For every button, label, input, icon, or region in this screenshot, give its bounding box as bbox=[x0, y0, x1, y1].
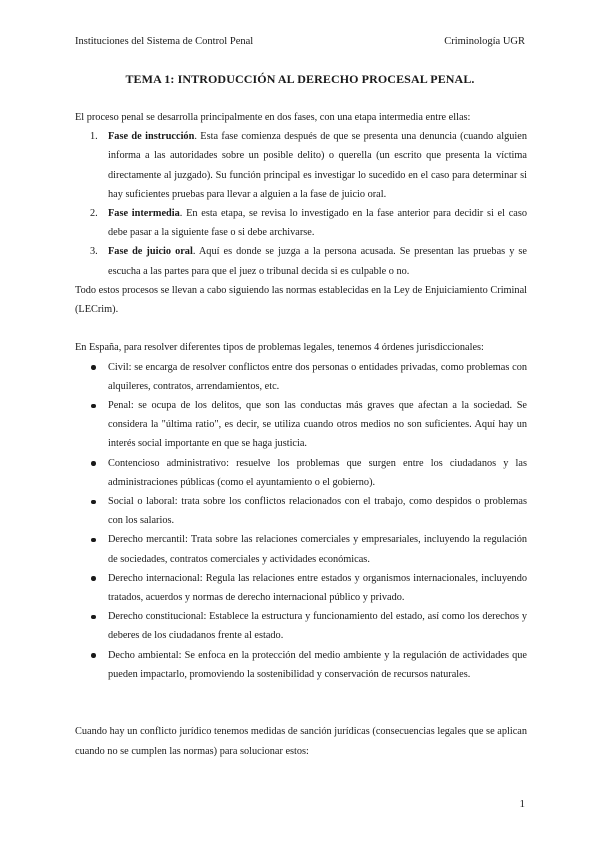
bullet-icon bbox=[91, 500, 96, 505]
jurisdiction-text: Derecho mercantil: Trata sobre las relaciones comerciales y empresariales, incluyendo la regulación de sociedades, contratos comerciales y actividades económicas. bbox=[108, 534, 527, 565]
jurisdiction-item bbox=[75, 569, 527, 607]
header-institution: Criminología UGR bbox=[444, 36, 525, 47]
phase-description: . En esta etapa, se revisa lo investigado en la fase anterior para decidir si el caso debe pasar a la siguiente fase o si debe archivarse. bbox=[108, 208, 527, 239]
bullet-icon bbox=[91, 538, 96, 543]
jurisdiction-list bbox=[75, 358, 527, 684]
jurisdiction-item bbox=[75, 530, 527, 568]
jurisdiction-text: Derecho constitucional: Establece la estructura y funcionamiento del estado, así como los derechos y deberes de los ciudadanos frente al estado. bbox=[108, 611, 527, 642]
jurisdiction-item bbox=[75, 646, 527, 684]
document-title: TEMA 1: INTRODUCCIÓN AL DERECHO PROCESAL PENAL. bbox=[125, 72, 475, 86]
phase-item bbox=[75, 242, 527, 280]
phase-term: Fase intermedia bbox=[108, 208, 180, 220]
jurisdiction-text: Civil: se encarga de resolver conflictos entre dos personas o entidades privadas, como problemas con alquileres, contratos, arrendamientos, etc. bbox=[108, 361, 527, 392]
jurisdiction-item bbox=[75, 607, 527, 645]
document-body bbox=[75, 108, 527, 761]
jurisdiction-item bbox=[75, 396, 527, 454]
phase-description: . Esta fase comienza después de que se presenta una denuncia (cuando alguien informa a las autoridades sobre un posible delito) o querella (un escrito que presenta la víctima directamente al juzgado). Su función principal es investigar lo sucedido en el caso para determinar si hay suficientes pruebas para llevar a alguien a la fase de juicio oral. bbox=[108, 131, 527, 200]
phase-term: Fase de instrucción bbox=[108, 131, 195, 143]
phase-number: 2. bbox=[90, 208, 98, 220]
phase-number: 3. bbox=[90, 246, 98, 258]
phase-number: 1. bbox=[90, 131, 98, 143]
lecrim-paragraph: Todo estos procesos se llevan a cabo siguiendo las normas establecidas en la Ley de Enjuiciamiento Criminal (LECrim). bbox=[75, 284, 527, 316]
bullet-icon bbox=[91, 461, 96, 466]
bullet-icon bbox=[91, 615, 96, 620]
jurisdiction-text: Penal: se ocupa de los delitos, que son las conductas más graves que afectan a la sociedad. Se considera la "última ratio", es decir, se utiliza cuando otros medios no son suficientes. Aquí hay un interés social importante en que se haga justicia. bbox=[108, 400, 527, 450]
jurisdiction-text: Derecho internacional: Regula las relaciones entre estados y organismos internacionales, incluyendo tratados, acuerdos y normas de derecho internacional público y privado. bbox=[108, 572, 527, 604]
phase-item bbox=[75, 127, 527, 204]
phase-description: . Aquí es donde se juzga a la persona acusada. Se presentan las pruebas y se escucha a las partes para que el juez o tribunal decida si es culpable o no. bbox=[108, 246, 528, 277]
jurisdiction-item bbox=[75, 492, 527, 530]
jurisdiction-text: Contencioso administrativo: resuelve los problemas que surgen entre los ciudadanos y las administraciones públicas (como el ayuntamiento o el gobierno). bbox=[108, 457, 527, 488]
conflict-paragraph: Cuando hay un conflicto jurídico tenemos medidas de sanción jurídicas (consecuencias legales que se aplican cuando no se cumplen las normas) para solucionar estos: bbox=[75, 726, 527, 757]
page-header bbox=[75, 36, 525, 47]
page-number: 1 bbox=[519, 798, 525, 810]
spacer bbox=[75, 684, 527, 722]
phase-term: Fase de juicio oral bbox=[108, 246, 193, 258]
bullet-icon bbox=[91, 365, 96, 370]
jurisdiction-item bbox=[75, 454, 527, 492]
orders-intro-paragraph: En España, para resolver diferentes tipos de problemas legales, tenemos 4 órdenes jurisdiccionales: bbox=[75, 342, 484, 354]
intro-paragraph: El proceso penal se desarrolla principalmente en dos fases, con una etapa intermedia entre ellas: bbox=[75, 112, 471, 123]
bullet-icon bbox=[91, 576, 96, 581]
jurisdiction-text: Decho ambiental: Se enfoca en la protección del medio ambiente y la regulación de actividades que pueden impactarlo, promoviendo la sostenibilidad y conservación de recursos naturales. bbox=[108, 649, 527, 680]
phase-item bbox=[75, 204, 527, 242]
header-course-title: Instituciones del Sistema de Control Penal bbox=[75, 36, 254, 47]
bullet-icon bbox=[91, 404, 96, 409]
spacer bbox=[75, 319, 527, 338]
jurisdiction-text: Social o laboral: trata sobre los conflictos relacionados con el trabajo, como despidos o problemas con los salarios. bbox=[108, 496, 527, 527]
bullet-icon bbox=[91, 653, 96, 658]
phases-list bbox=[75, 127, 527, 281]
jurisdiction-item bbox=[75, 358, 527, 396]
